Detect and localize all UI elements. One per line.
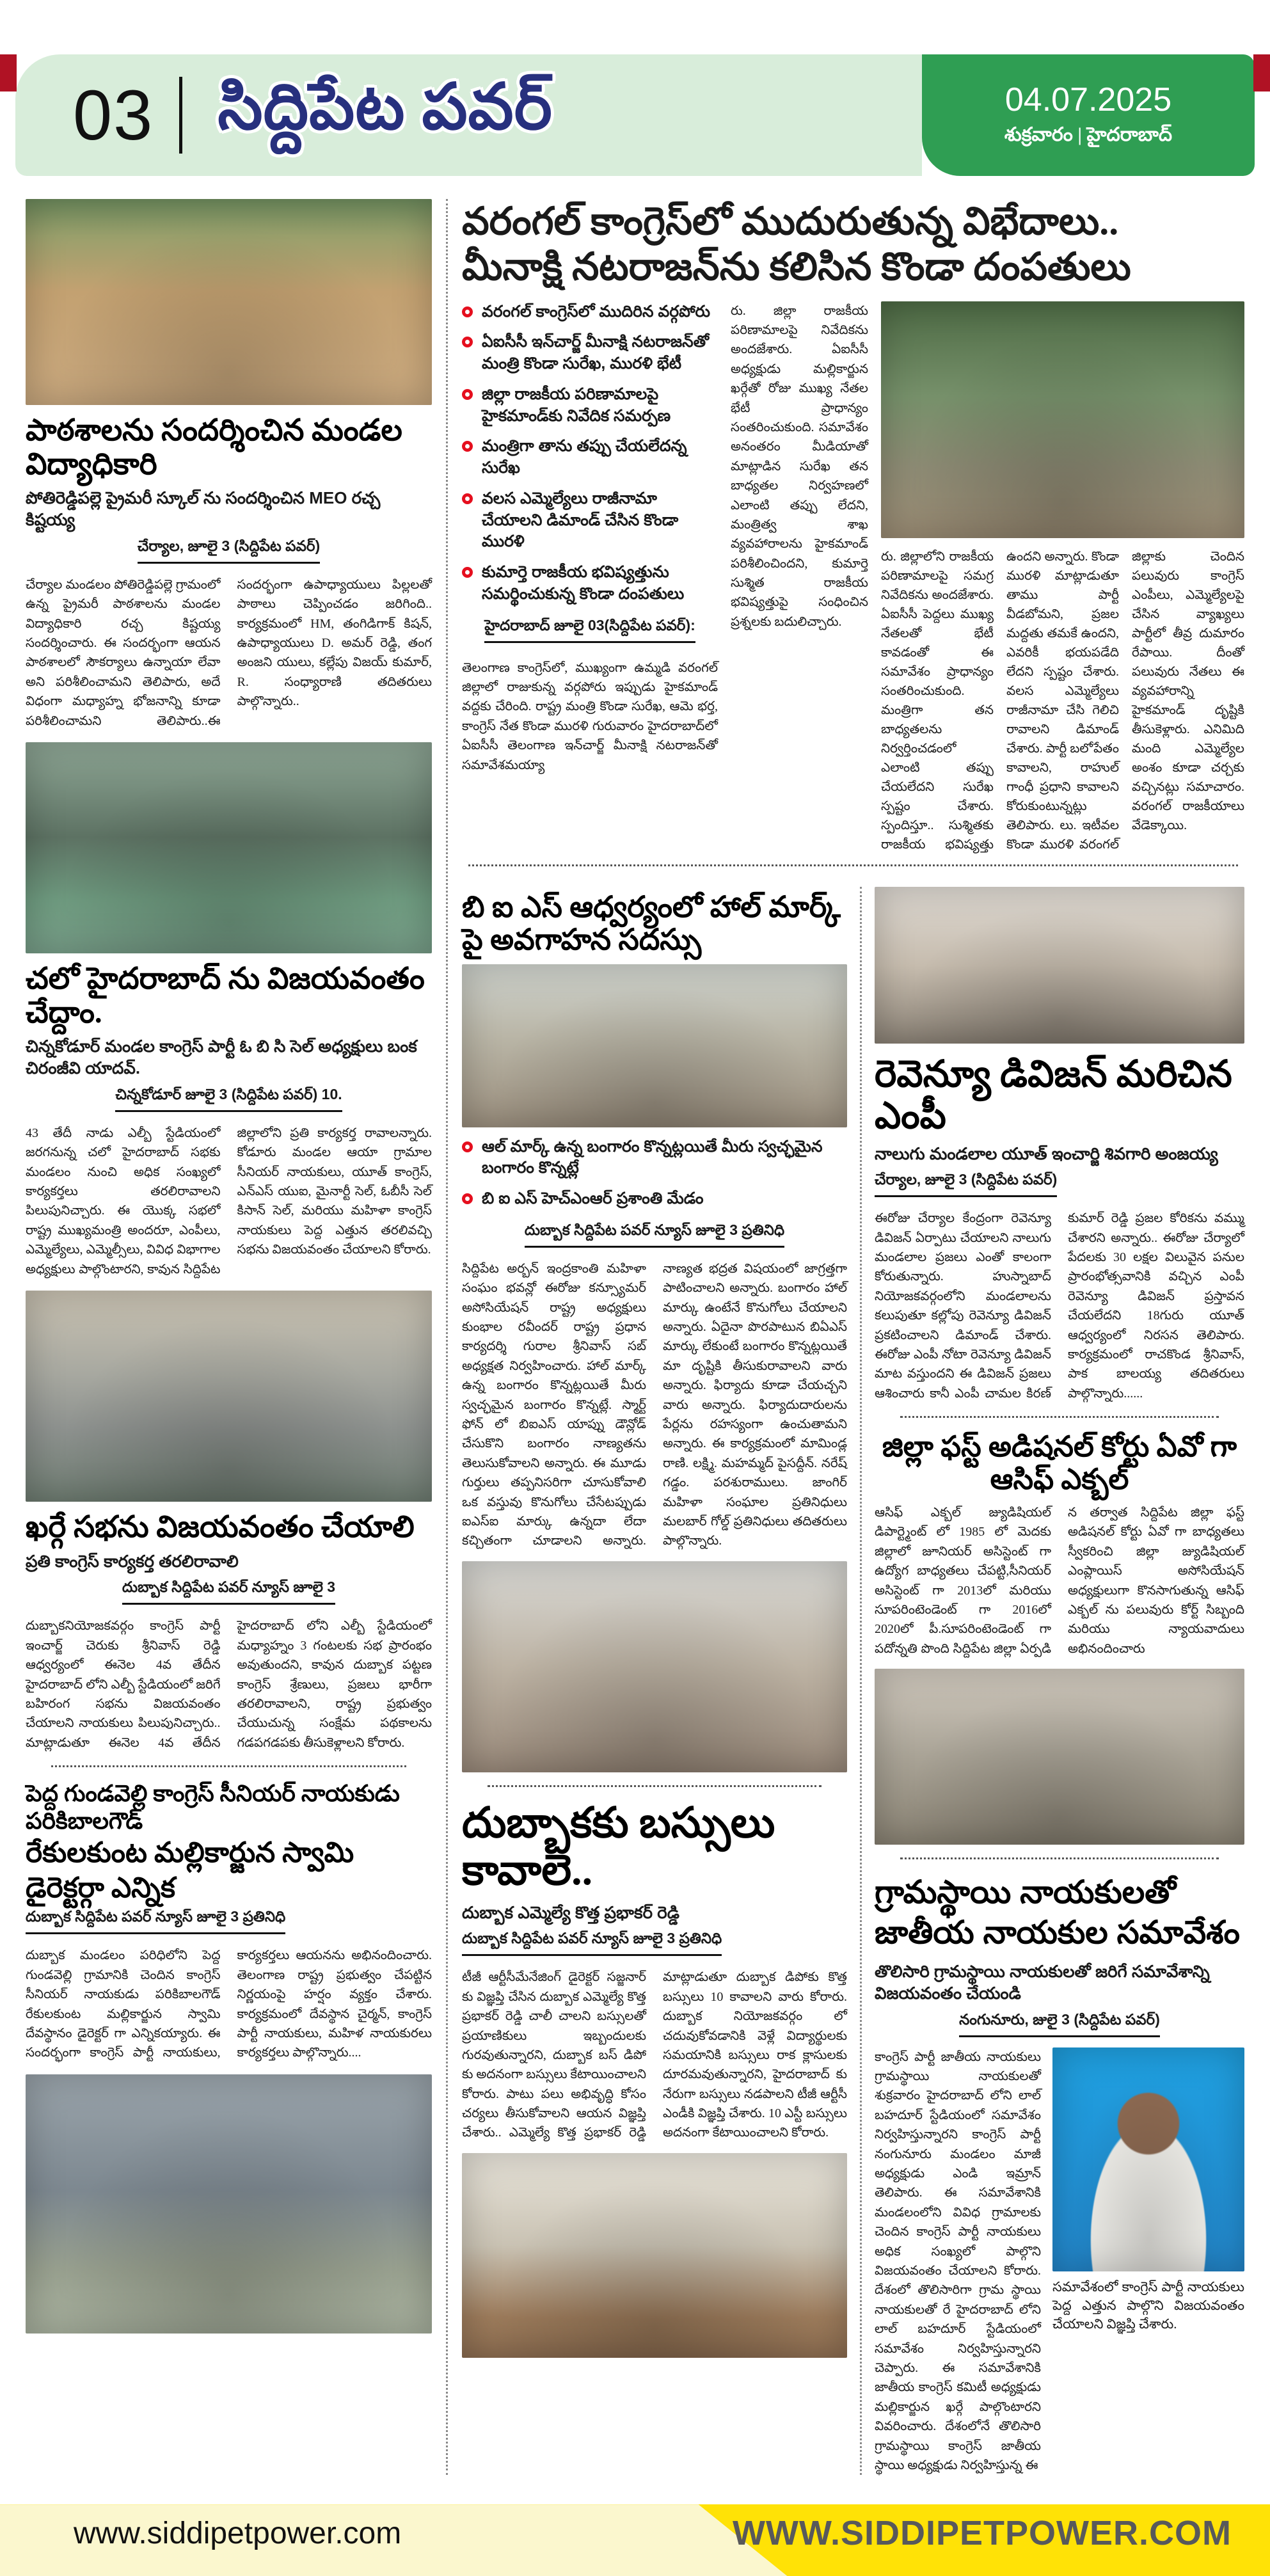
bullet-item [462, 562, 718, 605]
article-body: 43 తేదీ నాడు ఎల్బీ స్టేడియంలో జరగనున్న చలో హైదరాబాద్ సభకు మండలం నుంచి అధిక సంఖ్యలో కార్యకర్తలు తరలిరావాలని పిలుపునిచ్చారు. ఈ యొక్క సభలో రాష్ట్ర ముఖ్యమంత్రి అందరూ, ఎంపీలు, ఎమ్మెల్యేలు, ఎమ్మెల్సీలు, వివిధ విభాగాల అధ్యక్షులు పాల్గొంటారని, కావున సిద్దిపేట జిల్లాలోని ప్రతి కార్యకర్త రావాలన్నారు. కోడూరు మండల ఆయా గ్రామాల సీనియర్ నాయకులు, యూత్ కాంగ్రెస్, ఎన్ఎస్ యుఐ, మైనార్టీ సెల్, ఓబీసీ సెల్ కిసాన్ సెల్, మరియు మహిళా కాంగ్రెస్ నాయకులు పెద్ద ఎత్తున తరలివచ్చి సభను విజయవంతం చేయాలని కోరారు. [26, 1125, 432, 1276]
lower-columns [462, 887, 1244, 2476]
dotted-divider [468, 864, 1238, 866]
main-columns-bcd [881, 547, 1244, 854]
bullet-text: కుమార్తె రాజకీయ భవిష్యత్తును సమర్థించుకున్న కొండా దంపతులు [482, 563, 685, 603]
article-kharge-sabha [26, 1511, 432, 1753]
article-subhead: తొలిసారి గ్రామస్థాయి నాయకులతో జరిగే సమావేశాన్ని విజయవంతం చేయండి [875, 1962, 1210, 2003]
article-dateline: చేర్యాల, జూలై 3 (సిద్దిపేట పవర్) [875, 1171, 1057, 1197]
page-number: 03 [73, 76, 154, 155]
article-dateline: చేర్యాల, జూలై 3 (సిద్దిపేట పవర్) [138, 537, 320, 564]
article-court-ao [875, 1431, 1244, 1845]
dotted-divider [488, 1785, 822, 1787]
article-dateline: దుబ్బాక సిద్దిపేట పవర్ న్యూస్ జూలై 3 ప్రతినిధి [26, 1908, 285, 1934]
photo-certificate-presentation [26, 2074, 432, 2334]
article-headline-line2: జాతీయ నాయకుల సమావేశం [875, 1914, 1241, 1950]
bullet-item [462, 1188, 847, 1210]
bullet-text: మంత్రిగా తాను తప్పు చేయలేదన్న సురేఖ [482, 437, 687, 477]
bullet-text: జిల్లా రాజకీయ పరిణామాలపై హైకమాండ్‌కు నివేదిక సమర్పణ [482, 385, 671, 425]
red-ring-bullet-icon [462, 441, 473, 452]
bullet-text: వరంగల్ కాంగ్రెస్‌లో ముదిరిన వర్గపోరు [482, 302, 710, 321]
day-city: శుక్రవారం | హైదరాబాద్ [1004, 123, 1173, 145]
article-headline-line2: రేకులకుంట మల్లికార్జున స్వామి డైరెక్టర్గా ఎన్నిక [26, 1837, 354, 1904]
main-column-b: రు. జిల్లాలోని రాజకీయ పరిణామాలపై సమగ్ర నివేదికను అందజేశారు. ఏఐసీసీ పెద్దలు ముఖ్య నేతలతో భేటీ కావడంతో ఈ సమావేశం ప్రాధాన్యం సంతరించుకుంది. మంత్రిగా తన బాధ్యతలను నిర్వర్తించడంలో ఎలాంటి తప్పు చేయలేదని సురేఖ స్పష్టం చేశారు. [881, 549, 994, 813]
masthead-band [15, 54, 922, 176]
photo-audience-hall [462, 1561, 847, 1772]
red-ring-bullet-icon [462, 1193, 473, 1204]
article-dateline: దుబ్బాక సిద్దిపేట పవర్ న్యూస్ జూలై 3 ప్రతినిధి [525, 1221, 784, 1248]
photo-tent-meeting [26, 1291, 432, 1502]
bullet-item [462, 436, 718, 479]
article-school-visit [26, 414, 432, 731]
article-body: కాంగ్రెస్ పార్టీ జాతీయ నాయకులు గ్రామస్థాయి నాయకులతో శుక్రవారం హైదరాబాద్ లోని లాల్ బహదూర్ స్టేడియంలో సమావేశం నిర్వహిస్తున్నారని కాంగ్రెస్ పార్టీ నంగునూరు మండలం మాజీ అధ్యక్షుడు ఎండి ఇమ్రాన్ తెలిపారు. ఈ సమావేశానికి మండలంలోని వివిధ గ్రామాలకు చెందిన కాంగ్రెస్ పార్టీ నాయకులు అధిక సంఖ్యలో పాల్గొని విజయవంతం చేయాలని కోరారు. దేశంలో తొలిసారిగా గ్రామ స్థాయి నాయకులతో రే హైదరాబాద్ లోని లాల్ బహదూర్ స్టేడియంలో సమావేశం నిర్వహిస్తున్నారని చెప్పారు. ఈ సమావేశానికి జాతీయ కాంగ్రెస్ కమిటీ అధ్యక్షుడు మల్లికార్జున ఖర్గే పాల్గొంటారని వివరించారు. దేశంలోనే తొలిసారి గ్రామస్థాయి కాంగ్రెస్ జాతీయ స్థాయి అధ్యక్షుడు నిర్వహిస్తున్న ఈ [875, 2049, 1041, 2472]
article-headline: రెవెన్యూ డివిజన్ మరిచిన ఎంపీ [875, 1053, 1232, 1136]
article-body: దుబ్బాకనియోజకవర్గం కాంగ్రెస్ పార్టీ ఇంచార్జ్ చెరుకు శ్రీనివాస్ రెడ్డి ఆధ్వర్యంలో ఈనెల 4వ తేదీన హైదరాబాద్ లోని ఎల్బీ స్టేడియంలో జరిగే బహిరంగ సభను విజయవంతం చేయాలని నాయకులు పిలుపునిచ్చారు.. మాట్లాడుతూ ఈనెల 4వ తేదీన హైదరాబాద్ లోని ఎల్బీ స్టేడియంలో మధ్యాహ్నం 3 గంటలకు సభ ప్రారంభం అవుతుందని, కావున దుబ్బాక పట్టణ కాంగ్రెస్ శ్రేణులు, ప్రజలు భారీగా తరలిరావాలని, రాష్ట్ర ప్రభుత్వం చేయుచున్న సంక్షేమ పథకాలను గడపగడపకు తీసుకెళ్లాలని కోరారు. [26, 1619, 432, 1750]
dotted-divider [900, 1416, 1219, 1418]
red-ring-bullet-icon [462, 389, 473, 400]
right-column [862, 887, 1244, 2476]
main-bullet-list [462, 301, 718, 854]
article-headline: చలో హైదరాబాద్ ను విజయవంతం చేద్దాం. [26, 962, 425, 1030]
article-headline: దుబ్బాకకు బస్సులు కావాలె.. [462, 1799, 775, 1894]
article-headline [875, 1872, 1244, 1952]
article-headline-line1: పెద్ద గుండవెల్లి కాంగ్రెస్ సీనియర్ నాయకుడు పరికిబాలగౌడ్ [26, 1781, 400, 1834]
photo-bis-awareness-session [462, 964, 847, 1127]
article-body: ఆసిఫ్ ఎక్బల్ జ్యుడిషియల్ డిపార్ట్మెంట్ లో 1985 లో మెదకు జిల్లాలో జూనియర్ అసిస్టెంట్ గా ఉద్యోగ బాధ్యతలు చేపట్టి,సీనియర్ అసిస్టెంట్ గా 2013లో మరియు సూపరింటెండెంట్ గా 2016లో 2020లో పీ.సూపరింటెండెంట్ గా పదోన్నతి పొంది సిద్దిపేట జిల్లా ఏర్పడి న తర్వాత సిద్దిపేట జిల్లా ఫస్ట్ అడిషనల్ కోర్టు ఏవో గా బాధ్యతలు స్వీకరించి జిల్లా జ్యుడిషియల్ ఎంప్లాయిస్ అసోసియేషన్ అధ్యక్షులుగా కొనసాగుతున్న ఆసిఫ్ ఎక్బల్ ను పలువురు కోర్ట్ సిబ్బంది మరియు న్యాయవాదులు అభినందించారు [875, 1505, 1244, 1656]
date-box [922, 54, 1255, 176]
article-body: ఈరోజు చేర్యాల కేంద్రంగా రెవెన్యూ డివిజన్ ఏర్పాటు చేయాలని నాలుగు మండలాల ప్రజలు ఎంతో కాలంగా కోరుతున్నారు. హుస్నాబాద్ నియోజకవర్గంలోని మండలాలను కలుపుతూ కల్లోపు రెవెన్యూ డివిజన్ ప్రకటించాలని డిమాండ్ చేశారు. ఈరోజు ఎంపీ నోటా రెవెన్యూ డివిజన్ మాట వస్తుందని ఈ డివిజన్ ప్రజలు ఆశించారు కానీ ఎంపీ చామల కిరణ్ కుమార్ రెడ్డి ప్రజల కోరికను వమ్ము చేశారని అన్నారు.. ఈరోజు చేర్యాలో పేదలకు 30 లక్షల విలువైన పనుల ప్రారంభోత్సవానికి వచ్చిన ఎంపీ రెవెన్యూ డివిజన్ ప్రస్తావన చేయలేదని 18గురు యూత్ ఆధ్వర్యంలో నిరసన తెలిపారు. కార్యక్రమంలో రాచకొండ శ్రీనివాస్, పాక బాలయ్య తదితరులు పాల్గొన్నారు...... [875, 1211, 1244, 1401]
masthead-title: సిద్దిపేట పవర్ [218, 72, 553, 143]
article-headline: ఖర్గే సభను విజయవంతం చేయాలి [26, 1510, 415, 1544]
article-dateline: దుబ్బాక సిద్దిపేట పవర్ న్యూస్ జూలై 3 ప్రతినిధి [462, 1930, 722, 1956]
article-warangal-congress [462, 199, 1244, 854]
bullet-item [462, 301, 718, 323]
red-ring-bullet-icon [462, 337, 473, 347]
bullet-text: వలస ఎమ్మెల్యేలు రాజీనామా చేయాలని డిమాండ్ చేసిన కొండా మురళి [482, 489, 679, 551]
article-headline: జిల్లా ఫస్ట్ అడిషనల్ కోర్టు ఏవో గా ఆసిఫ్ ఎక్బల్ [882, 1431, 1237, 1495]
dotted-divider [51, 1765, 406, 1767]
article-subhead: చిన్నకోడూర్ మండల కాంగ్రెస్ పార్టీ ఓ బి సి సెల్ అధ్యక్షులు బంక చిరంజీవి యాదవ్. [26, 1037, 417, 1078]
bullet-item [462, 331, 718, 375]
main-lead-paragraph: తెలంగాణ కాంగ్రెస్‌లో, ముఖ్యంగా ఉమ్మడి వరంగల్ జిల్లాలో రాజుకున్న వర్గపోరు ఇప్పుడు హైకమాండ్ వద్దకు చేరింది. రాష్ట్ర మంత్రి కొండా సురేఖ, ఆమె భర్త, కాంగ్రెస్ నేత కొండా మురళి గురువారం హైదరాబాద్‌లో ఏఐసీసీ తెలంగాణ ఇన్‌చార్జ్ మీనాక్షి నటరాజన్‌తో సమావేశమయ్యా [462, 660, 718, 772]
article-revenue-division [875, 1054, 1244, 1404]
issue-date: 04.07.2025 [1004, 81, 1172, 118]
main-dateline: హైదరాబాద్ జూలై 03(సిద్దిపేట పవర్): [484, 617, 695, 643]
middle-column [462, 887, 862, 2476]
main-column-d: లు. ఇటీవల కొండా మురళి వరంగల్ జిల్లాకు చెందిన పలువురు కాంగ్రెస్ ఎంపీలు, ఎమ్మెల్యేలపై చేసిన వ్యాఖ్యలు పార్టీలో తీవ్ర దుమారం రేపాయి. దీంతో పలువురు నేతలు ఈ వ్యవహారాన్ని హైకమాండ్ దృష్టికి తీసుకెళ్లారు. ఎనిమిది మంది ఎమ్మెల్యేల అంశం కూడా చర్చకు వచ్చినట్లు సమాచారం. వరంగల్ రాజకీయాలు వేడెక్కాయి. [1006, 549, 1244, 852]
photo-party-workers-table [26, 742, 432, 953]
article-subhead: దుబ్బాక ఎమ్మెల్యే కొత్త ప్రభాకర్ రెడ్డి [462, 1902, 679, 1922]
article-headline: పాఠశాలను సందర్శించిన మండల విద్యాధికారి [26, 414, 402, 481]
right-region [448, 199, 1244, 2475]
corner-red-mark-right [1253, 54, 1270, 91]
page-content [0, 176, 1270, 2488]
article-body: చేర్యాల మండలం పోతిరెడ్డిపల్లె గ్రామంలో ఉన్న ప్రైమరీ పాఠశాలను మండల విద్యాధికారి రచ్చ కిష్టయ్య సందర్శించారు. ఈ సందర్భంగా ఆయన పాఠశాలలో సౌకర్యాలు ఉన్నాయా లేవా అని పరిశీలించామని తెలిపారు, అదే విధంగా మధ్యాహ్న భోజనాన్ని కూడా పరిశీలించామని తెలిపారు..ఈ సందర్భంగా ఉపాధ్యాయులు పిల్లలతో పాఠాలు చెప్పించడం జరిగింది.. కార్యక్రమంలో HM, తంగిడిగాక్ కిషన్, ఉపాధ్యాయులు D. అమర్ రెడ్డి, తంగ అంజని యులు, కల్లేపు విజయ్ కుమార్, R. సంధ్యారాణి తదితరులు పాల్గొన్నారు.. [26, 577, 432, 728]
red-ring-bullet-icon [462, 1141, 473, 1152]
corner-red-mark-left [0, 54, 17, 91]
main-column-c: స్పందిస్తూ.. సుశ్మితకు రాజకీయ భవిష్యత్తు ఉందని అన్నారు. కొండా మురళి మాట్లాడుతూ తాము పార్టీ వీడబోమని, ప్రజల మద్దతు తమకే ఉందని, ఎవరికీ భయపడేది లేదని స్పష్టం చేశారు. వలస ఎమ్మెల్యేలు రాజీనామా చేసి గెలిచి రావాలని డిమాండ్ చేశారు. పార్టీ బలోపేతం కావాలని, రాహుల్ గాంధీ ప్రధాని కావాలని కోరుకుంటున్నట్లు తెలిపారు. [881, 549, 1119, 852]
article-headline-line1: గ్రామస్థాయి నాయకులతో [875, 1874, 1177, 1911]
bullet-text: ఆల్ మార్క్ ఉన్న బంగారం కొన్నట్లయితే మీరు స్వచ్ఛమైన బంగారం కొన్నట్లే [482, 1137, 823, 1177]
photo-office-felicitation [875, 1669, 1244, 1845]
article-subhead: ప్రతి కాంగ్రెస్ కార్యకర్త తరలిరావాలి [26, 1551, 239, 1571]
article-dateline: చిన్నకోడూర్ జూలై 3 (సిద్దిపేట పవర్) 10. [115, 1086, 342, 1112]
photo-seated-group [875, 887, 1244, 1044]
photo-caption: సమావేశంలో కాంగ్రెస్ పార్టీ నాయకులు పెద్ద ఎత్తున పాల్గొని విజయవంతం చేయాలని విజ్ఞప్తి చేశారు. [1052, 2278, 1244, 2332]
article-body: టీజీ ఆర్టీసీమేనేజింగ్ డైరెక్టర్ సజ్జనార్ కు విజ్ఞప్తి చేసిన దుబ్బాక ఎమ్మెల్యే కొత్త ప్రభాకర్ రెడ్డి చాలీ చాలని బస్సులతో ప్రయాణికులు ఇబ్బందులకు గురవుతున్నారని, దుబ్బాక బస్ డిపో కు అదనంగా బస్సులు కేటాయించాలని కోరారు. పాటు పలు అభివృద్ధి కోసం చర్యలు తీసుకోవాలని ఆయన విజ్ఞప్తి చేశారు.. ఎమ్మెల్యే కొత్త ప్రభాకర్ రెడ్డి మాట్లాడుతూ దుబ్బాక డిపోకు కొత్త బస్సులు 10 కావాలని వారు కోరారు. దుబ్బాక నియోజకవర్గం లో చదువుకోవడానికి వెళ్లే విద్యార్థులకు సమయానికి బస్సులు రాక క్లాసులకు దూరమవుతున్నారని, హైదరాబాద్ కు నేరుగా బస్సులు నడపాలని టీజీ ఆర్టీసీ ఎండీకి విజ్ఞప్తి చేశారు. 10 ఎస్టీ బస్సులు అదనంగా కేటాయించాలని కోరారు. [462, 1970, 847, 2140]
photo-school-children [26, 199, 432, 405]
left-column [26, 199, 448, 2475]
page-header [15, 54, 1255, 176]
website-url-right: WWW.SIDDIPETPOWER.COM [733, 2514, 1232, 2553]
article-body: సిద్దిపేట అర్బన్ ఇంద్రకాంతి మహిళా సంఘం భవన్లో ఈరోజు కన్స్యూమర్ అసోసియేషన్ రాష్ట్ర అధ్యక్షులు కుంభాల రవీందర్ రాష్ట్ర ప్రధాన కార్యదర్శి గురాల శ్రీనివాస్ సబ్ అధ్యక్షత నిర్వహించారు. హాల్ మార్క్ ఉన్న బంగారం కొన్నట్లయితే మీరు స్వచ్ఛమైన బంగారం కొన్నట్లే. స్మార్ట్ ఫోన్ లో బిఐఎస్ యాప్ను డౌన్లోడ్ చేసుకొని బంగారం నాణ్యతను తెలుసుకోవాలని అన్నారు. ఈ మూడు గుర్తులు తప్పనిసరిగా చూసుకోవాలి ఒక వస్తువు కొనుగోలు చేసేటప్పుడు ఐఎస్ఐ మార్కు ఉన్నదా లేదా కచ్చితంగా చూడాలని అన్నారు. నాణ్యత భద్రత విషయంలో జాగ్రత్తగా పాటించాలని అన్నారు. బంగారం హాల్ మార్కు ఉంటేనే కొనుగోలు చేయాలని అన్నారు. ఏదైనా పొరపాటున బిఏఎస్ మార్కు లేకుంటే బంగారం కొన్నట్లయితే మా దృష్టికి తీసుకురావాలని వారు అన్నారు. ఫిర్యాదు కూడా చేయచ్చని వారు అన్నారు. ఫిర్యాదుదారులను పేర్లను రహస్యంగా ఉంచుతామని అన్నారు. ఈ కార్యక్రమంలో మామిండ్ల రాణి. లక్ష్మి. మహమ్మద్ పైసద్దీన్. నరేష్ గడ్డం. పరశురాములు. జాంగిర్ మహిళా సంఘాల ప్రతినిధులు మలబార్ గోల్డ్ ప్రతినిధులు తదితరులు పాల్గొన్నారు. [462, 1261, 847, 1548]
article-director-election [26, 1780, 432, 2063]
dotted-divider [900, 1857, 1219, 1859]
main-headline-line2: మీనాక్షి నటరాజన్‌ను కలిసిన కొండా దంపతులు [462, 245, 1131, 288]
article-body: దుబ్బాక మండలం పరిధిలోని పెద్ద గుండవెల్లి గ్రామానికి చెందిన కాంగ్రెస్ సీనియర్ నాయకుడు పరికిబాలగౌడ్ రేకులకుంట మల్లికార్జున స్వామి దేవస్థానం డైరెక్టర్ గా ఎన్నికయ్యారు. ఈ సందర్భంగా కాంగ్రెస్ పార్టీ నాయకులు, కార్యకర్తలు ఆయనను అభినందించారు. తెలంగాణ రాష్ట్ర ప్రభుత్వం చేపట్టిన నిర్ణయంపై హర్షం వ్యక్తం చేశారు. కార్యక్రమంలో దేవస్థాన చైర్మన్, కాంగ్రెస్ పార్టీ నాయకులు, మహిళ నాయకురలు కార్యకర్తలు పాల్గొన్నారు.... [26, 1948, 432, 2060]
page-footer [0, 2504, 1270, 2576]
photo-leader-portrait [1052, 2047, 1244, 2271]
article-dubbaka-buses [462, 1800, 847, 2358]
bullet-item [462, 1136, 847, 1180]
main-column-a: రు. జిల్లా రాజకీయ పరిణామాలపై నివేదికను అందజేశారు. ఏఐసీసీ అధ్యక్షుడు మల్లికార్జున ఖర్గేతో రోజు ముఖ్య నేతల భేటీ ప్రాధాన్యం సంతరించుకుంది. సమావేశం అనంతరం మీడియాతో మాట్లాడిన సురేఖ తన బాధ్యతల నిర్వహణలో ఎలాంటి తప్పు లేదని, మంత్రిత్వ శాఖ వ్యవహారాలను హైకమాండ్ పరిశీలించిందని, కుమార్తె సుశ్మిత రాజకీయ భవిష్యత్తుపై సంధించిన ప్రశ్నలకు బదులిచ్చారు. [731, 303, 868, 629]
article-hallmark-awareness [462, 891, 847, 1772]
bullet-text: ఏఐసీసీ ఇన్‌చార్జ్ మీనాక్షి నటరాజన్‌తో మంత్రి కొండా సురేఖ, మురళి భేటీ [482, 333, 710, 373]
photo-press-meet [881, 301, 1244, 538]
bullet-item [462, 488, 718, 553]
article-subhead: పోతిరెడ్డిపల్లె ప్రైమరీ స్కూల్ ను సందర్శించిన MEO రచ్చ కిష్టయ్య [26, 488, 381, 530]
photo-mla-handing-letter [462, 2153, 847, 2358]
bullet-text: బి ఐ ఎస్ హెచ్ఎంఆర్ ప్రశాంతి మేడం [482, 1189, 704, 1208]
article-subhead: నాలుగు మండలాల యూత్ ఇంచార్జి శివగారి అంజయ్య [875, 1143, 1218, 1163]
website-url-left: www.siddipetpower.com [74, 2516, 402, 2551]
article-dateline: నంగునూరు, జులై 3 (సిద్దిపేట పవర్) [959, 2011, 1160, 2037]
portrait-block [1052, 2047, 1244, 2476]
header-divider [179, 77, 182, 154]
article-headline: బి ఐ ఎస్ ఆధ్వర్యంలో హాల్ మార్క్ పై అవగాహన సదస్సు [462, 890, 841, 957]
bullet-item [462, 384, 718, 427]
article-dateline: దుబ్బాక సిద్దిపేట పవర్ న్యూస్ జూలై 3 [122, 1578, 335, 1605]
article-village-leaders-meeting [875, 1872, 1244, 2475]
red-ring-bullet-icon [462, 306, 473, 317]
main-headline-line1: వరంగల్ కాంగ్రెస్‌లో ముదురుతున్న విభేదాలు.. [462, 200, 1119, 242]
main-photo-and-text [881, 301, 1244, 854]
article-chalo-hyderabad [26, 962, 432, 1279]
red-ring-bullet-icon [462, 493, 473, 504]
red-ring-bullet-icon [462, 567, 473, 578]
